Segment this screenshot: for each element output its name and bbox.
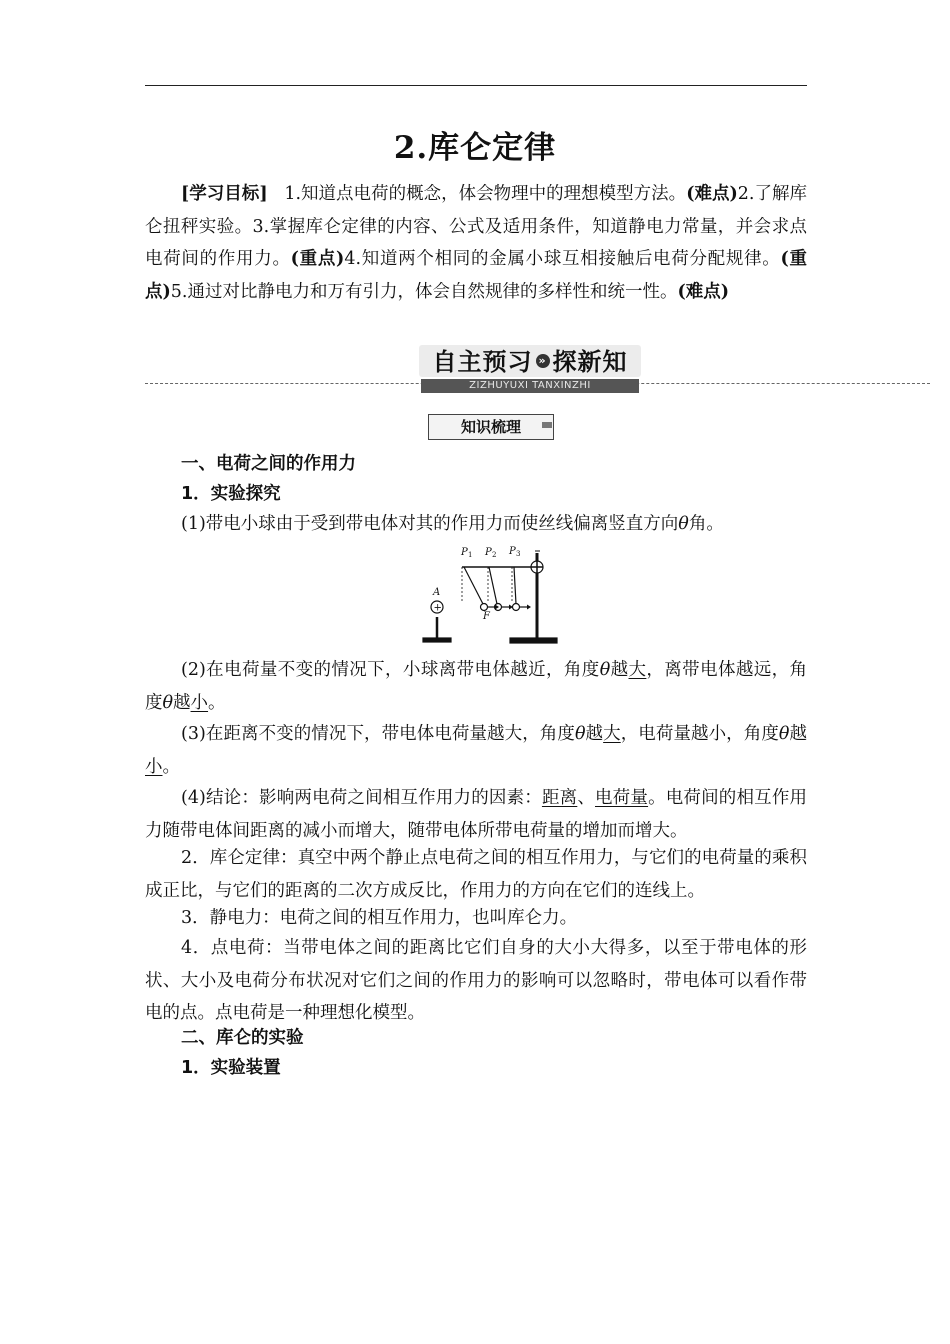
ball-p3 — [513, 604, 520, 611]
item-1: (1)带电小球由于受到带电体对其的作用力而使丝线偏离竖直方向θ角。 — [181, 514, 724, 534]
banner-pinyin: ZIZHUYUXI TANXINZHI — [421, 379, 639, 393]
banner-left: 自主预习 — [432, 348, 533, 376]
objectives-tag-1: (难点) — [686, 184, 738, 204]
thread-p3 — [514, 567, 516, 604]
objectives-tag-3: (重点) — [145, 249, 808, 302]
section-tag — [428, 414, 554, 440]
item-3: (3)在距离不变的情况下，带电体电荷量越大，角度θ越大，电荷量越小，角度θ越小。 — [145, 724, 808, 777]
thread-p2 — [489, 567, 497, 604]
section-2-heading: 二、库仑的实验 — [181, 1028, 304, 1048]
learning-objectives — [145, 178, 807, 308]
fill-blank: 电荷量 — [595, 788, 649, 808]
objectives-text-3: 4.知道两个相同的金属小球互相接触后电荷分配规律。 — [344, 249, 781, 269]
para-coulomb-law: 2．库仑定律：真空中两个静止点电荷之间的相互作用力，与它们的电荷量的乘积成正比，与它们的距离的二次方成反比，作用力的方向在它们的连线上。 — [145, 848, 807, 901]
label-p2: P — [485, 547, 492, 558]
thread-p1 — [464, 567, 483, 604]
item-2: (2)在电荷量不变的情况下，小球离带电体越近，角度θ越大，离带电体越远，角度θ越小。 — [145, 660, 808, 713]
label-a: A — [433, 587, 441, 598]
section-banner — [145, 345, 935, 397]
stand-base — [510, 638, 557, 643]
objectives-text-4: 5.通过对比静电力和万有引力，体会自然规律的多样性和统一性。 — [170, 281, 678, 302]
sub-1: 1 — [468, 551, 473, 559]
theta-symbol: θ — [678, 514, 689, 534]
para-electrostatic-force: 3．静电力：电荷之间的相互作用力，也叫库仑力。 — [181, 908, 578, 928]
top-rule — [145, 85, 807, 86]
fill-blank: 距离 — [541, 788, 578, 808]
fill-blank: 大 — [628, 660, 647, 680]
fill-blank: 小 — [190, 692, 209, 713]
banner-right: 探新知 — [552, 348, 628, 376]
sub-2: 2 — [492, 551, 497, 559]
fill-blank: 大 — [603, 724, 621, 744]
section-2-sub-1: 1．实验装置 — [181, 1058, 281, 1078]
objectives-tag-4: (难点) — [677, 281, 730, 302]
label-f: F — [483, 611, 490, 622]
section-1-sub-1: 1．实验探究 — [181, 484, 281, 504]
label-p1: P — [461, 547, 468, 558]
sub-3: 3 — [516, 550, 521, 558]
banner-arrow-icon: » — [536, 354, 550, 368]
objectives-text-2: 2.了解库仑扭秤实验。3.掌握库仑定律的内容、公式及适用条件，知道静电力常量，并会求点电荷间的作用力。 — [145, 184, 808, 269]
banner-title — [419, 345, 641, 377]
objectives-label: [学习目标] — [181, 184, 268, 204]
section-1-heading: 一、电荷之间的作用力 — [181, 454, 356, 474]
para-point-charge: 4．点电荷：当带电体之间的距离比它们自身的大小大得多，以至于带电体的形状、大小及电荷分布状况对它们之间的作用力的影响可以忽略时，带电体可以看作带电的点。点电荷是一种理想化模型。 — [145, 938, 807, 1023]
item-4: (4)结论：影响两电荷之间相互作用力的因素：距离、电荷量。电荷间的相互作用力随带电体间距离的减小而增大，随带电体所带电荷量的增加而增大。 — [145, 788, 808, 841]
page-title: 2.库仑定律 — [393, 130, 557, 166]
stand-a-base — [423, 638, 451, 642]
label-p3: P — [509, 546, 516, 557]
section-tag-label: 知识梳理 — [428, 414, 554, 440]
ball-p1 — [481, 604, 488, 611]
fill-blank: 小 — [145, 756, 163, 777]
objectives-tag-2: (重点) — [290, 249, 345, 269]
objectives-text-1: 1.知道点电荷的概念，体会物理中的理想模型方法。 — [284, 184, 687, 204]
plus-sign: + — [433, 602, 442, 614]
pendulum-experiment-figure — [415, 543, 565, 650]
